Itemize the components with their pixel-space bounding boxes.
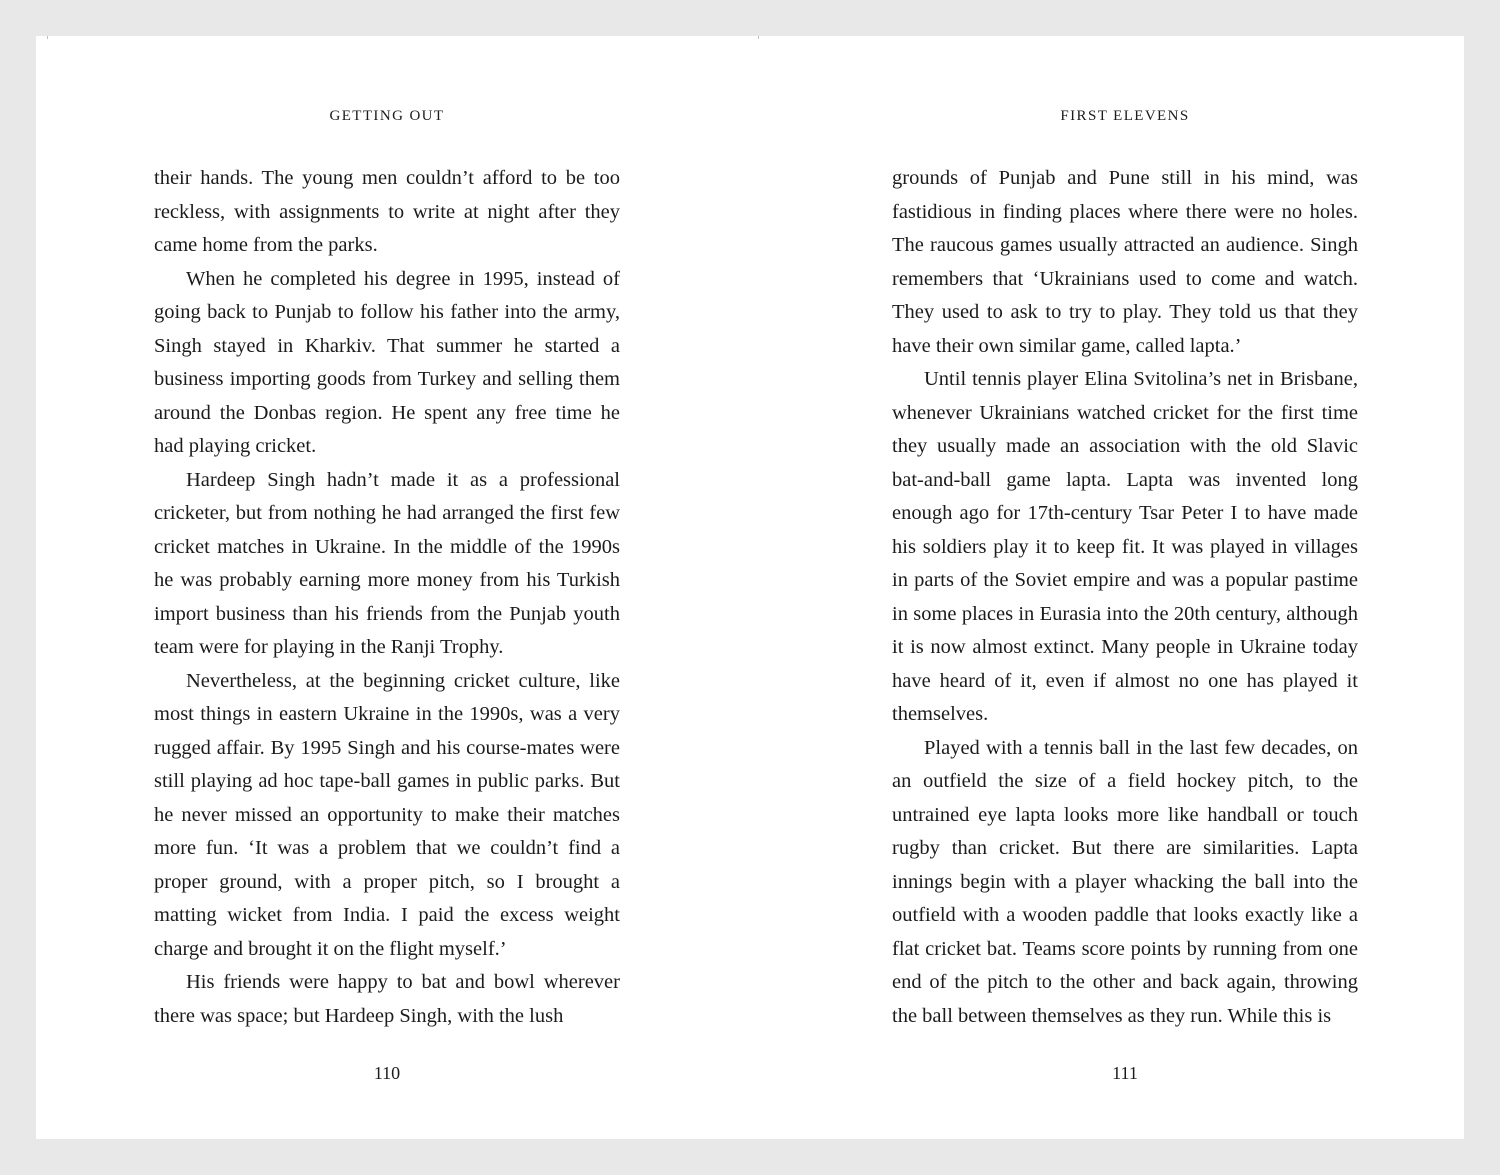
body-text <box>892 162 1358 1033</box>
book-spread <box>36 36 1464 1139</box>
page-number: 110 <box>373 1063 401 1083</box>
running-head: FIRST ELEVENS <box>1060 108 1190 124</box>
paragraph: their hands. The young men couldn’t afford to be too reckless, with assignments to write at night after they came home from the parks. <box>154 167 620 256</box>
paragraph: Hardeep Singh hadn’t made it as a professional cricketer, but from nothing he had arranged the first few cricket matches in Ukraine. In the middle of the 1990s he was probably earning more money from his Turkish import business than his friends from the Punjab youth team were for playing in the Ranji Trophy. <box>154 468 620 658</box>
paragraph: grounds of Punjab and Pune still in his mind, was fastidious in finding places where there were no holes. The raucous games usually attracted an audience. Singh remembers that ‘Ukrainians used to come and watch. They used to ask to try to play. They told us that they have their own similar game, called lapta.’ <box>892 167 1358 357</box>
left-page <box>154 36 620 1139</box>
running-head: GETTING OUT <box>329 108 445 124</box>
right-page <box>892 36 1358 1139</box>
paragraph: Played with a tennis ball in the last few decades, on an outfield the size of a field hockey pitch, to the untrained eye lapta looks more like handball or touch rugby than cricket. But there are similarities. Lapta innings begin with a player whacking the ball into the outfield with a wooden paddle that looks exactly like a flat cricket bat. Teams score points by running from one end of the pitch to the other and back again, throwing the ball between themselves as they run. While this is <box>892 736 1358 1027</box>
paragraph: His friends were happy to bat and bowl wherever there was space; but Hardeep Singh, with the lush <box>154 971 620 1027</box>
paragraph: When he completed his degree in 1995, instead of going back to Punjab to follow his father into the army, Singh stayed in Kharkiv. That summer he started a business importing goods from Turkey and selling them around the Donbas region. He spent any free time he had playing cricket. <box>154 267 620 457</box>
paragraph: Nevertheless, at the beginning cricket culture, like most things in eastern Ukraine in the 1990s, was a very rugged affair. By 1995 Singh and his course-mates were still playing ad hoc tape-ball games in public parks. But he never missed an opportunity to make their matches more fun. ‘It was a problem that we couldn’t find a proper ground, with a proper pitch, so I brought a matting wicket from India. I paid the excess weight charge and brought it on the flight myself.’ <box>154 669 620 960</box>
crop-mark <box>758 36 759 39</box>
paragraph: Until tennis player Elina Svitolina’s net in Brisbane, whenever Ukrainians watched cricket for the first time they usually made an association with the old Slavic bat-and-ball game lapta. Lapta was invented long enough ago for 17th-century Tsar Peter I to have made his soldiers play it to keep fit. It was played in villages in parts of the Soviet empire and was a popular pastime in some places in Eurasia into the 20th century, although it is now almost extinct. Many people in Ukraine today have heard of it, even if almost no one has played it themselves. <box>892 368 1358 725</box>
crop-mark <box>47 36 48 39</box>
page-number: 111 <box>1112 1063 1138 1083</box>
body-text <box>154 162 620 1033</box>
